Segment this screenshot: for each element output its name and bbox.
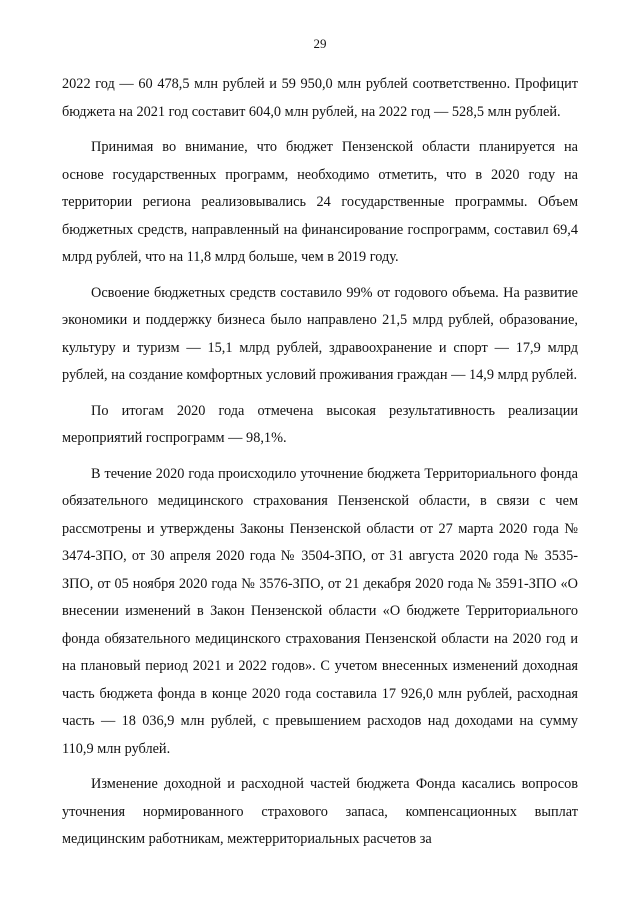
document-body <box>62 71 578 854</box>
paragraph-program-results: По итогам 2020 года отмечена высокая результативность реализации мероприятий госпрограмм — 98,1%. <box>62 402 578 446</box>
paragraph-budget-execution: Освоение бюджетных средств составило 99% от годового объема. На развитие экономики и поддержку бизнеса было направлено 21,5 млрд рублей, образование, культуру и туризм — 15,1 млрд рублей, здравоохранение и спорт — 17,9 млрд рублей, на создание комфортных условий проживания граждан — 14,9 млрд рублей. <box>62 284 578 383</box>
paragraph-medical-insurance-fund: В течение 2020 года происходило уточнение бюджета Территориального фонда обязательного медицинского страхования Пензенской области, в связи с чем рассмотрены и утверждены Законы Пензенской области от 27 марта 2020 года № 3474-ЗПО, от 30 апреля 2020 года № 3504-ЗПО, от 31 августа 2020 года № 3535-ЗПО, от 05 ноября 2020 года № 3576-ЗПО, от 21 декабря 2020 года № 3591-ЗПО «О внесении изменений в Закон Пензенской области «О бюджете Территориального фонда обязательного медицинского страхования Пензенской области на 2020 год и на плановый период 2021 и 2022 годов». С учетом внесенных изменений доходная часть бюджета фонда в конце 2020 года составила 17 926,0 млн рублей, расходная часть — 18 036,9 млн рублей, с превышением расходов над доходами на сумму 110,9 млн рублей. <box>62 465 578 757</box>
page-number: 29 <box>313 36 327 51</box>
paragraph-fund-changes: Изменение доходной и расходной частей бюджета Фонда касались вопросов уточнения нормированного страхового запаса, компенсационных выплат медицинским работникам, межтерриториальных расчетов за <box>62 776 578 847</box>
paragraph-state-programs: Принимая во внимание, что бюджет Пензенской области планируется на основе государственных программ, необходимо отметить, что в 2020 году на территории региона реализовывались 24 государственные программы. Объем бюджетных средств, направленный на финансирование госпрограмм, составил 69,4 млрд рублей, что на 11,8 млрд больше, чем в 2019 году. <box>62 139 578 265</box>
paragraph-continuation: 2022 год — 60 478,5 млн рублей и 59 950,0 млн рублей соответственно. Профицит бюджета на 2021 год составит 604,0 млн рублей, на 2022 год — 528,5 млн рублей. <box>62 76 578 120</box>
